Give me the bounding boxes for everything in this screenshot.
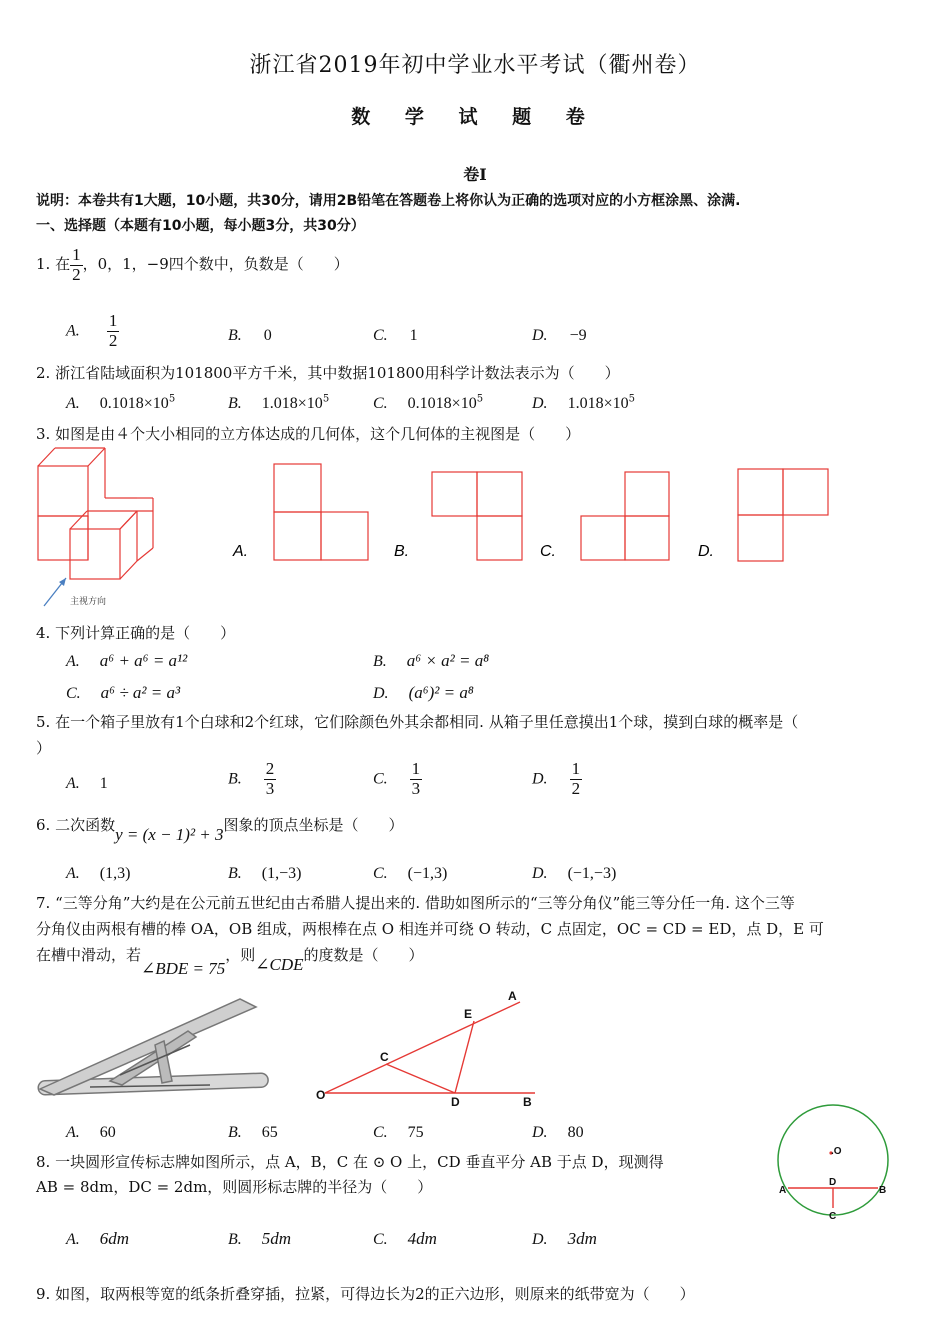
- view-direction-caption: 主视方向: [70, 596, 107, 606]
- trisector-diagram: [325, 1002, 535, 1093]
- q7-option-b: B. 65: [228, 1124, 278, 1141]
- q1-option-c: C. 1: [373, 327, 418, 344]
- q3-option-a-label: A.: [233, 543, 249, 560]
- q1-option-b: B. 0: [228, 327, 272, 344]
- question-7-line-1: 7. “三等分角”大约是在公元前五世纪由古希腊人提出来的. 借助如图所示的“三等分角仪”能三等分任一角. 这个三等: [36, 894, 795, 912]
- question-2: 2. 浙江省陆域面积为101800平方千米，其中数据101800用科学计数法表示为（ ）: [36, 364, 620, 382]
- q1-option-a: A. $\frac{1}{2}$: [66, 311, 118, 350]
- q3-solid-figure: [38, 448, 153, 579]
- q3-option-a-figure: [274, 464, 368, 560]
- circle-label-O: .O: [831, 1146, 842, 1157]
- circle-label-C: C: [829, 1211, 837, 1222]
- question-1: 1. 在 $\frac{1}{2}$ ，0，1，−9四个数中，负数是（ ）: [36, 245, 349, 284]
- q5-option-b: B. $\frac{2}{3}$: [228, 759, 275, 798]
- q7-figures: [30, 985, 560, 1115]
- q8-option-a: A. 6dm: [66, 1229, 130, 1248]
- q2-option-c: C. $0.1018\times 10^5$: [373, 393, 484, 412]
- circle-label-D: D: [829, 1177, 837, 1188]
- label-D: D: [451, 1095, 460, 1109]
- page-subtitle: 数 学 试 题 卷: [351, 106, 599, 128]
- q5-option-a: A. 1: [66, 775, 108, 792]
- q5-option-d: D. $\frac{1}{2}$: [532, 759, 581, 798]
- page-title: 浙江省2019年初中学业水平考试（衢州卷）: [249, 53, 701, 78]
- q3-figures: [30, 440, 890, 612]
- label-O: O: [316, 1088, 326, 1102]
- part-label: 卷Ⅰ: [463, 165, 487, 184]
- q6-option-c: C. (−1,3): [373, 865, 448, 882]
- q7-option-a: A. 60: [66, 1124, 116, 1141]
- q3-option-c-label: C.: [540, 543, 556, 560]
- q8-option-b: B. 5dm: [228, 1229, 292, 1248]
- label-E: E: [464, 1007, 473, 1021]
- q5-option-c: C. $\frac{1}{3}$: [373, 759, 421, 798]
- question-7-line-2: 分角仪由两根有槽的棒 OA，OB 组成，两根棒在点 O 相连并可绕 O 转动，C 点固定，OC = CD = ED，点 D，E 可: [36, 920, 824, 938]
- q7-option-c: C. 75: [373, 1124, 424, 1141]
- q8-option-c: C. 4dm: [373, 1229, 437, 1248]
- circle-label-B: B: [879, 1185, 887, 1196]
- question-6: 6. 二次函数y = (x − 1)² + 3图象的顶点坐标是（ ）: [36, 816, 404, 844]
- question-4: 4. 下列计算正确的是（ ）: [36, 624, 236, 642]
- q2-option-a: A. $0.1018\times 10^5$: [66, 393, 176, 412]
- question-8-line-2: AB = 8dm，DC = 2dm，则圆形标志牌的半径为（ ）: [36, 1178, 433, 1196]
- q7-option-d: D. 80: [532, 1124, 584, 1141]
- q8-circle-figure: [770, 1100, 900, 1225]
- q4-option-c: C. a⁶ ÷ a² = a³: [66, 683, 181, 702]
- q3-option-d-figure: [738, 469, 828, 561]
- question-5-line-1: 5. 在一个箱子里放有1个白球和2个红球，它们除颜色外其余都相同. 从箱子里任意摸出1个球，摸到白球的概率是（: [36, 713, 799, 731]
- q3-option-b-figure: [432, 472, 522, 560]
- question-9: 9. 如图，取两根等宽的纸条折叠穿插，拉紧，可得边长为2的正六边形，则原来的纸带宽为（ ）: [36, 1285, 695, 1303]
- q3-option-d-label: D.: [698, 543, 714, 560]
- trisector-photo-drawing: [38, 999, 268, 1095]
- section-heading: 一、选择题（本题有10小题，每小题3分，共30分）: [36, 218, 365, 234]
- q3-option-c-figure: [581, 472, 669, 560]
- q4-option-b: B. a⁶ × a² = a⁸: [373, 651, 490, 670]
- question-3: 3. 如图是由４个大小相同的立方体达成的几何体，这个几何体的主视图是（ ）: [36, 425, 581, 443]
- question-7-line-3: 在槽中滑动，若∠BDE = 75，则∠CDE的度数是（ ）: [36, 946, 424, 978]
- q6-option-b: B. (1,−3): [228, 865, 302, 882]
- q4-option-a: A. a⁶ + a⁶ = a¹²: [66, 651, 188, 670]
- q4-option-d: D. (a⁶)² = a⁸: [373, 683, 474, 702]
- circle-label-A: A: [779, 1185, 787, 1196]
- q6-option-d: D. (−1,−3): [532, 865, 617, 882]
- q1-option-d: D. −9: [532, 327, 587, 344]
- label-A: A: [508, 989, 517, 1003]
- q2-option-d: D. $1.018\times 10^5$: [532, 393, 635, 412]
- label-B: B: [523, 1095, 532, 1109]
- instructions: 说明：本卷共有1大题，10小题，共30分，请用2B铅笔在答题卷上将你认为正确的选项对应的小方框涂黑、涂满.: [36, 193, 741, 209]
- question-8-line-1: 8. 一块圆形宣传标志牌如图所示，点 A，B，C 在 ⊙ O 上，CD 垂直平分 AB 于点 D，现测得: [36, 1153, 664, 1171]
- question-5-line-2: ）: [36, 739, 52, 757]
- label-C: C: [380, 1050, 389, 1064]
- q8-option-d: D. 3dm: [532, 1229, 597, 1248]
- q6-option-a: A. (1,3): [66, 865, 131, 882]
- q3-option-b-label: B.: [394, 543, 410, 560]
- q2-option-b: B. $1.018\times 10^5$: [228, 393, 330, 412]
